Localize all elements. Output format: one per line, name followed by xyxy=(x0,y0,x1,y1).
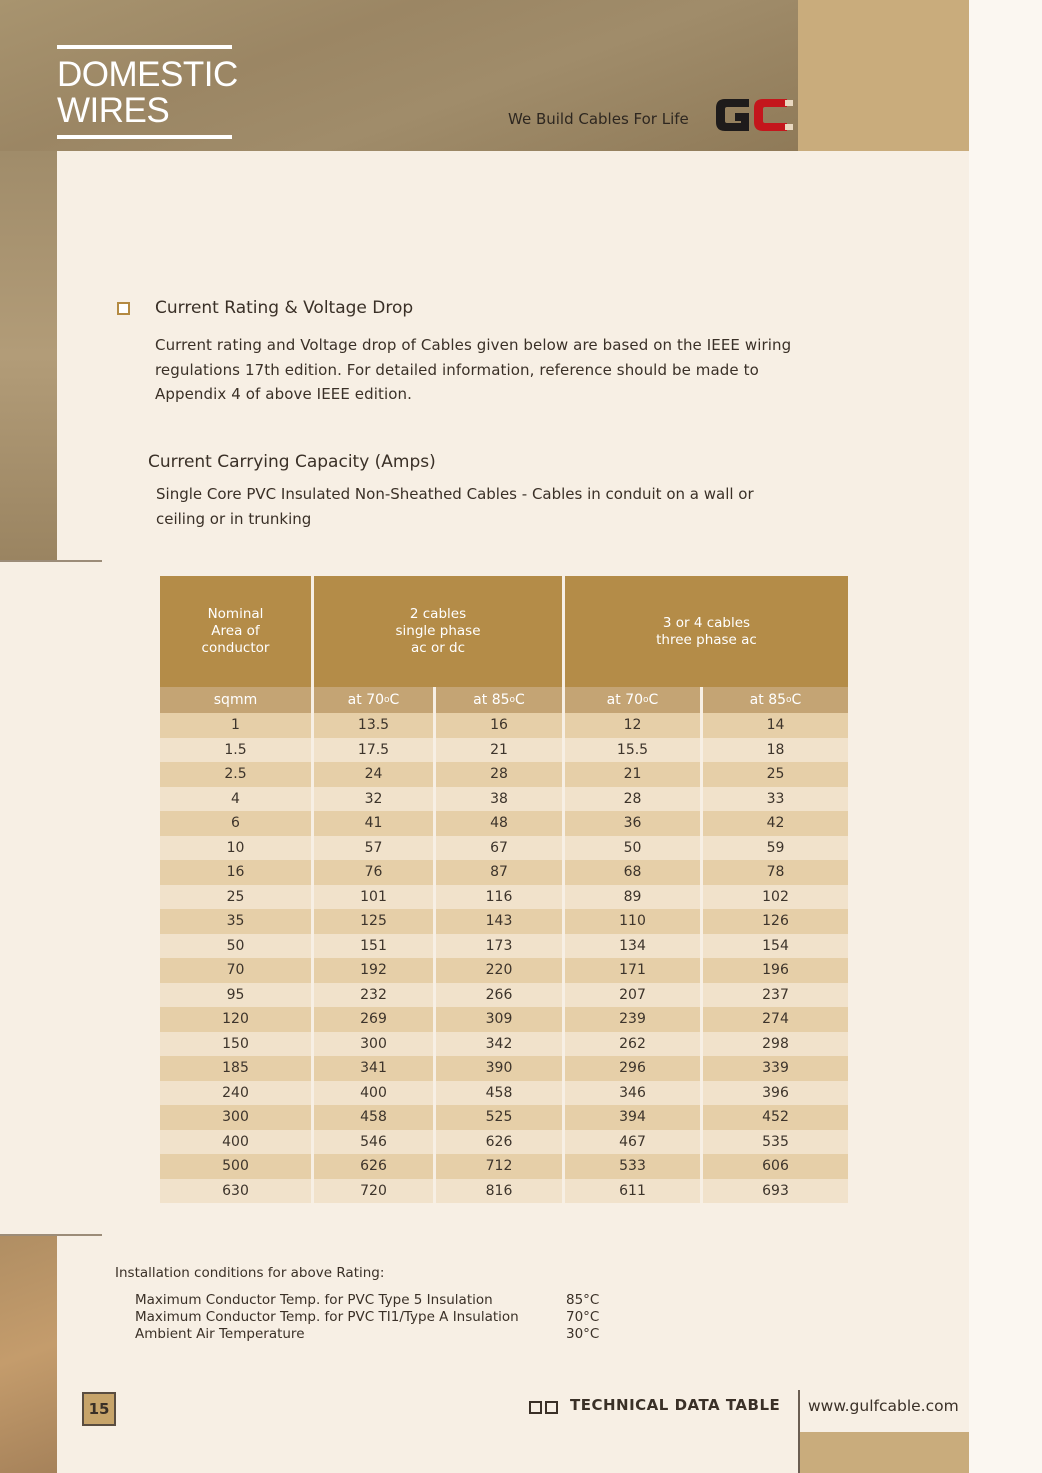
table-cell: 346 xyxy=(619,1084,646,1101)
footer-divider xyxy=(798,1390,800,1473)
table-cell: 394 xyxy=(619,1109,646,1126)
table-cell: 606 xyxy=(762,1158,789,1175)
section-title: Current Rating & Voltage Drop xyxy=(155,298,414,318)
table-cell: 25 xyxy=(226,888,245,905)
table-cell: 17.5 xyxy=(357,741,390,758)
table-cell: 300 xyxy=(222,1109,249,1126)
left-wood-strip-bottom xyxy=(0,1235,57,1473)
table-cell: 693 xyxy=(762,1182,789,1199)
table-cell: 89 xyxy=(623,888,642,905)
table-cell: 59 xyxy=(766,839,785,856)
header-text: Area of xyxy=(211,623,260,639)
table-row xyxy=(160,1154,848,1179)
table-cell: 207 xyxy=(619,986,646,1003)
table-cell: 611 xyxy=(619,1182,646,1199)
table-cell: 24 xyxy=(364,766,383,783)
table-cell: 32 xyxy=(364,790,383,807)
table-cell: 300 xyxy=(360,1035,387,1052)
table-cell: 36 xyxy=(623,815,642,832)
table-cell: 70 xyxy=(226,962,245,979)
table-cell: 13.5 xyxy=(357,717,390,734)
subheader-3c-70: at 70 o C xyxy=(606,692,659,708)
table-row xyxy=(160,983,848,1008)
table-row xyxy=(160,1179,848,1204)
table-cell: 298 xyxy=(762,1035,789,1052)
table-row xyxy=(160,1032,848,1057)
subheader-2c-85: at 85 o C xyxy=(473,692,525,708)
brand-title xyxy=(57,45,238,139)
table-sub-header xyxy=(160,687,848,713)
table-cell: 400 xyxy=(222,1133,249,1150)
table-cell: 6 xyxy=(231,815,240,832)
table-cell: 12 xyxy=(623,717,642,734)
table-cell: 41 xyxy=(364,815,383,832)
table-cell: 173 xyxy=(485,937,513,954)
table-cell: 134 xyxy=(619,937,646,954)
installation-title: Installation conditions for above Rating: xyxy=(115,1265,385,1281)
table-row xyxy=(160,1130,848,1155)
table-row xyxy=(160,1081,848,1106)
table-cell: 2.5 xyxy=(224,766,247,783)
right-margin xyxy=(969,0,1042,1473)
table-cell: 458 xyxy=(360,1109,387,1126)
table-cell: 171 xyxy=(619,962,646,979)
table-cell: 154 xyxy=(762,937,789,954)
table-cell: 110 xyxy=(619,913,646,930)
subheader-sqmm: sqmm xyxy=(213,692,258,708)
footer-squares-icon xyxy=(529,1399,561,1418)
table-cell: 35 xyxy=(226,913,245,930)
divider xyxy=(0,1234,102,1236)
table-cell: 78 xyxy=(766,864,785,881)
current-capacity-table xyxy=(160,576,848,1203)
table-cell: 33 xyxy=(766,790,785,807)
table-cell: 339 xyxy=(762,1060,789,1077)
table-cell: 15.5 xyxy=(616,741,649,758)
gc-logo-icon xyxy=(713,95,795,135)
header-text: conductor xyxy=(201,640,270,656)
table-cell: 101 xyxy=(360,888,387,905)
table-row xyxy=(160,738,848,763)
subheader-2c-70: at 70 o C xyxy=(347,692,400,708)
table-cell: 262 xyxy=(619,1035,646,1052)
divider xyxy=(0,560,102,562)
header-text: single phase xyxy=(395,623,481,639)
table-cell: 28 xyxy=(623,790,642,807)
table-cell: 48 xyxy=(490,815,508,832)
table-cell: 500 xyxy=(222,1158,249,1175)
table-cell: 400 xyxy=(360,1084,387,1101)
table-row xyxy=(160,811,848,836)
table-cell: 87 xyxy=(490,864,508,881)
table-cell: 232 xyxy=(360,986,387,1003)
section-text: Current rating and Voltage drop of Cables given below are based on the IEEE wiring regulations 17th edition. For detailed information, reference should be made to Appendix 4 of above IEEE edition. xyxy=(155,336,792,403)
table-group-header xyxy=(160,576,848,687)
table-cell: 192 xyxy=(360,962,387,979)
table-cell: 396 xyxy=(762,1084,789,1101)
installation-value: 70°C xyxy=(566,1309,600,1325)
footer-website-link[interactable]: www.gulfcable.com xyxy=(808,1397,959,1415)
table-cell: 116 xyxy=(485,888,513,905)
table-cell: 458 xyxy=(485,1084,513,1101)
table-cell: 14 xyxy=(766,717,785,734)
table-cell: 68 xyxy=(623,864,642,881)
table-cell: 296 xyxy=(619,1060,646,1077)
table-cell: 21 xyxy=(490,741,508,758)
header-three-four-cables xyxy=(565,576,848,687)
installation-label: Ambient Air Temperature xyxy=(135,1326,305,1342)
table-cell: 341 xyxy=(360,1060,387,1077)
table-cell: 10 xyxy=(226,839,245,856)
table-cell: 626 xyxy=(485,1133,513,1150)
table-cell: 42 xyxy=(766,815,785,832)
table-cell: 535 xyxy=(762,1133,789,1150)
table-cell: 626 xyxy=(360,1158,387,1175)
installation-label: Maximum Conductor Temp. for PVC TI1/Type A Insulation xyxy=(135,1309,519,1325)
table-cell: 4 xyxy=(231,790,240,807)
installation-value: 30°C xyxy=(566,1326,600,1342)
table-cell: 630 xyxy=(222,1182,249,1199)
table-cell: 1 xyxy=(231,717,240,734)
table-cell: 452 xyxy=(762,1109,789,1126)
table-cell: 533 xyxy=(619,1158,646,1175)
subsection-text: Single Core PVC Insulated Non-Sheathed Cables - Cables in conduit on a wall or ceiling or in trunking xyxy=(156,485,754,528)
header-two-cables xyxy=(314,576,562,687)
header-text: three phase ac xyxy=(656,631,757,648)
table-row xyxy=(160,934,848,959)
table-cell: 816 xyxy=(485,1182,513,1199)
table-row xyxy=(160,836,848,861)
table-cell: 1.5 xyxy=(224,741,247,758)
table-cell: 220 xyxy=(485,962,513,979)
table-cell: 467 xyxy=(619,1133,646,1150)
table-cell: 525 xyxy=(485,1109,513,1126)
table-cell: 125 xyxy=(360,913,387,930)
table-row xyxy=(160,762,848,787)
table-cell: 150 xyxy=(222,1035,249,1052)
table-row xyxy=(160,860,848,885)
table-cell: 546 xyxy=(360,1133,387,1150)
table-cell: 237 xyxy=(762,986,789,1003)
brand-line-2: WIRES xyxy=(57,91,170,130)
table-cell: 274 xyxy=(762,1011,789,1028)
table-cell: 102 xyxy=(762,888,789,905)
table-cell: 185 xyxy=(222,1060,249,1077)
table-cell: 712 xyxy=(485,1158,513,1175)
table-row xyxy=(160,885,848,910)
table-cell: 25 xyxy=(766,766,785,783)
table-cell: 143 xyxy=(485,913,513,930)
brand-line-1: DOMESTIC xyxy=(57,55,238,94)
table-row xyxy=(160,909,848,934)
table-cell: 126 xyxy=(762,913,789,930)
table-cell: 239 xyxy=(619,1011,646,1028)
table-cell: 120 xyxy=(222,1011,249,1028)
header-tan-block xyxy=(798,0,969,151)
table-cell: 266 xyxy=(485,986,513,1003)
installation-value: 85°C xyxy=(566,1292,600,1308)
installation-values xyxy=(566,1292,599,1343)
page-number: 15 xyxy=(82,1392,116,1426)
table-cell: 67 xyxy=(490,839,508,856)
subsection-title: Current Carrying Capacity (Amps) xyxy=(148,452,436,472)
table-row xyxy=(160,1105,848,1130)
table-cell: 76 xyxy=(364,864,383,881)
table-cell: 16 xyxy=(226,864,245,881)
table-cell: 50 xyxy=(623,839,642,856)
table-cell: 95 xyxy=(226,986,245,1003)
header-text: Nominal xyxy=(207,606,264,622)
header-text: ac or dc xyxy=(410,640,466,656)
table-cell: 50 xyxy=(226,937,245,954)
table-row xyxy=(160,1056,848,1081)
table-cell: 269 xyxy=(360,1011,387,1028)
table-cell: 196 xyxy=(762,962,789,979)
table-cell: 21 xyxy=(623,766,642,783)
table-cell: 18 xyxy=(766,741,785,758)
table-cell: 720 xyxy=(360,1182,387,1199)
header-text: 2 cables xyxy=(409,606,467,622)
table-body xyxy=(160,713,848,1203)
table-cell: 309 xyxy=(485,1011,513,1028)
left-wood-strip xyxy=(0,151,57,561)
table-cell: 390 xyxy=(485,1060,513,1077)
table-cell: 28 xyxy=(490,766,508,783)
table-row xyxy=(160,1007,848,1032)
table-cell: 151 xyxy=(360,937,387,954)
table-row xyxy=(160,713,848,738)
table-cell: 38 xyxy=(490,790,508,807)
subheader-3c-85: at 85 o C xyxy=(749,692,802,708)
header-text: 3 or 4 cables xyxy=(662,614,751,631)
section-bullet-icon xyxy=(117,302,130,315)
header-nominal-area xyxy=(160,576,311,687)
footer-section-label: TECHNICAL DATA TABLE xyxy=(570,1396,781,1414)
tagline: We Build Cables For Life xyxy=(508,110,689,128)
installation-label: Maximum Conductor Temp. for PVC Type 5 Insulation xyxy=(135,1292,493,1308)
table-cell: 342 xyxy=(485,1035,513,1052)
table-row xyxy=(160,958,848,983)
footer-tan-block xyxy=(798,1432,969,1473)
installation-labels xyxy=(135,1292,519,1343)
table-row xyxy=(160,787,848,812)
table-cell: 240 xyxy=(222,1084,249,1101)
table-cell: 16 xyxy=(490,717,508,734)
table-cell: 57 xyxy=(364,839,383,856)
